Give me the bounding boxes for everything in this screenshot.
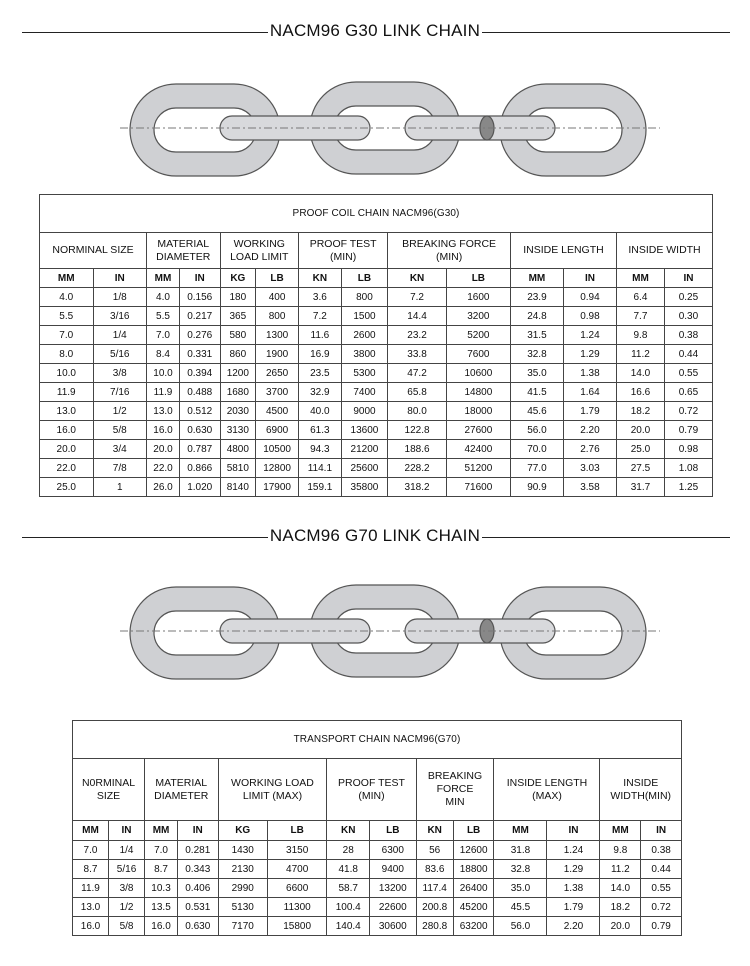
table-cell: 1.24 [563,326,616,345]
g70-unit-cell: LB [267,821,327,841]
table-cell: 14.0 [600,879,641,898]
table-cell: 4.0 [147,288,180,307]
table-cell: 0.38 [664,326,712,345]
table-cell: 26.0 [147,478,180,497]
g70-spec-table [72,720,682,936]
table-cell: 63200 [453,917,494,936]
table-cell: 1/4 [93,326,147,345]
table-cell: 25600 [341,459,388,478]
table-cell: 1300 [256,326,299,345]
table-cell: 71600 [446,478,510,497]
g70-col-inside-width: INSIDE WIDTH(MIN) [600,759,682,821]
table-cell: 7/16 [93,383,147,402]
table-cell: 56.0 [494,917,547,936]
table-cell: 45200 [453,898,494,917]
table-cell: 6.4 [616,288,664,307]
table-cell: 365 [220,307,256,326]
g70-col-material-diameter: MATERIAL DIAMETER [145,759,218,821]
table-cell: 3200 [446,307,510,326]
g30-col-breaking-force: BREAKING FORCE (MIN) [388,233,511,269]
table-row [40,478,713,497]
g70-units-row [73,821,682,841]
table-cell: 45.6 [510,402,563,421]
table-cell: 1600 [446,288,510,307]
table-cell: 1/2 [109,898,145,917]
table-cell: 2.76 [563,440,616,459]
table-row [40,288,713,307]
g70-unit-cell: MM [145,821,178,841]
table-cell: 18.2 [600,898,641,917]
table-cell: 280.8 [416,917,453,936]
table-cell: 16.6 [616,383,664,402]
table-row [40,402,713,421]
table-cell: 9000 [341,402,388,421]
table-cell: 4700 [267,860,327,879]
table-cell: 0.98 [563,307,616,326]
table-cell: 32.8 [510,345,563,364]
table-cell: 1.020 [179,478,220,497]
table-cell: 2600 [341,326,388,345]
g30-col-inside-width: INSIDE WIDTH [616,233,712,269]
table-cell: 45.5 [494,898,547,917]
table-cell: 5130 [218,898,267,917]
table-cell: 0.488 [179,383,220,402]
table-cell: 2.20 [547,917,600,936]
table-cell: 6300 [370,841,417,860]
table-cell: 41.5 [510,383,563,402]
table-cell: 13200 [370,879,417,898]
g70-unit-cell: KN [327,821,370,841]
g70-unit-cell: IN [641,821,682,841]
table-cell: 5.5 [147,307,180,326]
table-cell: 1/4 [109,841,145,860]
table-cell: 1.29 [563,345,616,364]
table-cell: 5/8 [93,421,147,440]
table-cell: 22600 [370,898,417,917]
table-cell: 11.9 [147,383,180,402]
table-cell: 7.0 [73,841,109,860]
table-cell: 3/8 [93,364,147,383]
table-cell: 7.2 [388,288,447,307]
table-cell: 159.1 [299,478,342,497]
table-cell: 3150 [267,841,327,860]
table-cell: 1.79 [547,898,600,917]
table-cell: 7.2 [299,307,342,326]
table-cell: 13.5 [145,898,178,917]
table-row [40,307,713,326]
table-cell: 27.5 [616,459,664,478]
table-cell: 22.0 [40,459,94,478]
table-cell: 10.3 [145,879,178,898]
g30-unit-cell: LB [341,269,388,288]
table-row [40,326,713,345]
table-cell: 100.4 [327,898,370,917]
table-row [73,841,682,860]
table-cell: 20.0 [600,917,641,936]
table-cell: 0.94 [563,288,616,307]
table-cell: 2030 [220,402,256,421]
table-cell: 17900 [256,478,299,497]
table-cell: 21200 [341,440,388,459]
table-cell: 8.7 [145,860,178,879]
g70-col-nominal-size: N0RMINAL SIZE [73,759,145,821]
table-cell: 7.7 [616,307,664,326]
table-cell: 32.8 [494,860,547,879]
table-cell: 188.6 [388,440,447,459]
table-cell: 6900 [256,421,299,440]
g30-chain-illustration [120,72,660,182]
table-cell: 0.25 [664,288,712,307]
g30-col-nominal-size: NORMINAL SIZE [40,233,147,269]
g70-unit-cell: MM [600,821,641,841]
g30-unit-cell: MM [616,269,664,288]
table-cell: 5810 [220,459,256,478]
table-cell: 1/8 [93,288,147,307]
table-cell: 7.0 [147,326,180,345]
g30-col-inside-length: INSIDE LENGTH [510,233,616,269]
g30-table-caption: PROOF COIL CHAIN NACM96(G30) [40,195,713,233]
table-cell: 228.2 [388,459,447,478]
g70-unit-cell: LB [453,821,494,841]
table-cell: 7.0 [145,841,178,860]
g30-unit-cell: KG [220,269,256,288]
table-cell: 12800 [256,459,299,478]
table-cell: 0.630 [178,917,219,936]
table-cell: 80.0 [388,402,447,421]
table-cell: 0.512 [179,402,220,421]
g70-col-working-load: WORKING LOAD LIMIT (MAX) [218,759,327,821]
table-cell: 16.0 [73,917,109,936]
table-cell: 0.531 [178,898,219,917]
table-cell: 23.9 [510,288,563,307]
table-cell: 0.38 [641,841,682,860]
table-cell: 33.8 [388,345,447,364]
table-cell: 3.03 [563,459,616,478]
g30-section-title [0,19,750,43]
table-cell: 7.0 [40,326,94,345]
g30-unit-cell: KN [388,269,447,288]
table-cell: 56 [416,841,453,860]
g70-table-caption: TRANSPORT CHAIN NACM96(G70) [73,721,682,759]
table-cell: 35.0 [510,364,563,383]
g30-unit-cell: IN [93,269,147,288]
table-cell: 11300 [267,898,327,917]
table-cell: 16.0 [40,421,94,440]
table-cell: 22.0 [147,459,180,478]
table-cell: 5/16 [109,860,145,879]
g30-unit-cell: MM [147,269,180,288]
table-cell: 9.8 [616,326,664,345]
table-row [73,898,682,917]
g30-unit-cell: LB [256,269,299,288]
table-cell: 56.0 [510,421,563,440]
g70-section-title [0,524,750,548]
table-cell: 0.156 [179,288,220,307]
table-cell: 26400 [453,879,494,898]
table-cell: 32.9 [299,383,342,402]
table-cell: 800 [256,307,299,326]
table-cell: 35800 [341,478,388,497]
table-cell: 13.0 [73,898,109,917]
table-cell: 1680 [220,383,256,402]
table-cell: 5200 [446,326,510,345]
table-cell: 20.0 [616,421,664,440]
table-cell: 18.2 [616,402,664,421]
table-cell: 3700 [256,383,299,402]
table-cell: 47.2 [388,364,447,383]
g30-table-body [40,288,713,497]
table-cell: 1200 [220,364,256,383]
table-cell: 1/2 [93,402,147,421]
table-cell: 180 [220,288,256,307]
table-cell: 65.8 [388,383,447,402]
table-cell: 0.79 [641,917,682,936]
table-cell: 200.8 [416,898,453,917]
table-cell: 1.08 [664,459,712,478]
table-row [73,917,682,936]
table-cell: 14.4 [388,307,447,326]
table-cell: 0.72 [664,402,712,421]
table-cell: 31.7 [616,478,664,497]
table-cell: 10600 [446,364,510,383]
table-cell: 12600 [453,841,494,860]
g30-unit-cell: LB [446,269,510,288]
table-cell: 13.0 [147,402,180,421]
table-cell: 0.30 [664,307,712,326]
table-cell: 0.630 [179,421,220,440]
g30-unit-cell: MM [40,269,94,288]
table-cell: 0.44 [664,345,712,364]
table-cell: 8.7 [73,860,109,879]
table-cell: 1500 [341,307,388,326]
table-cell: 3/8 [109,879,145,898]
table-cell: 4800 [220,440,256,459]
table-cell: 13600 [341,421,388,440]
table-cell: 51200 [446,459,510,478]
table-cell: 8140 [220,478,256,497]
table-cell: 2130 [218,860,267,879]
table-row [73,860,682,879]
table-cell: 0.72 [641,898,682,917]
table-cell: 7170 [218,917,267,936]
table-cell: 58.7 [327,879,370,898]
table-cell: 2.20 [563,421,616,440]
g70-unit-cell: MM [73,821,109,841]
table-cell: 5.5 [40,307,94,326]
table-cell: 0.44 [641,860,682,879]
g70-unit-cell: IN [547,821,600,841]
table-cell: 0.866 [179,459,220,478]
table-row [73,879,682,898]
table-cell: 1.24 [547,841,600,860]
table-cell: 0.65 [664,383,712,402]
table-cell: 1.38 [547,879,600,898]
table-cell: 3.58 [563,478,616,497]
table-row [40,421,713,440]
table-cell: 10.0 [147,364,180,383]
table-cell: 77.0 [510,459,563,478]
table-cell: 1.38 [563,364,616,383]
table-cell: 0.276 [179,326,220,345]
g30-unit-cell: IN [563,269,616,288]
table-cell: 70.0 [510,440,563,459]
table-cell: 90.9 [510,478,563,497]
table-row [40,383,713,402]
table-row [40,345,713,364]
table-cell: 20.0 [40,440,94,459]
g30-col-material-diameter: MATERIAL DIAMETER [147,233,220,269]
table-cell: 1.64 [563,383,616,402]
g70-unit-cell: MM [494,821,547,841]
table-cell: 9400 [370,860,417,879]
table-row [40,364,713,383]
table-cell: 14.0 [616,364,664,383]
table-cell: 0.343 [178,860,219,879]
table-cell: 400 [256,288,299,307]
table-cell: 0.281 [178,841,219,860]
table-cell: 5/16 [93,345,147,364]
g70-chain-illustration [120,575,660,685]
table-cell: 0.98 [664,440,712,459]
table-cell: 61.3 [299,421,342,440]
g30-unit-cell: IN [179,269,220,288]
table-cell: 0.217 [179,307,220,326]
table-cell: 25.0 [616,440,664,459]
g30-units-row [40,269,713,288]
table-cell: 1430 [218,841,267,860]
table-cell: 1 [93,478,147,497]
table-cell: 140.4 [327,917,370,936]
table-cell: 0.79 [664,421,712,440]
table-cell: 11.9 [40,383,94,402]
table-cell: 11.9 [73,879,109,898]
g70-unit-cell: KN [416,821,453,841]
table-cell: 11.2 [616,345,664,364]
table-cell: 580 [220,326,256,345]
table-cell: 10.0 [40,364,94,383]
table-cell: 28 [327,841,370,860]
table-cell: 860 [220,345,256,364]
table-cell: 13.0 [40,402,94,421]
table-cell: 1.79 [563,402,616,421]
table-cell: 11.2 [600,860,641,879]
table-cell: 94.3 [299,440,342,459]
table-cell: 14800 [446,383,510,402]
table-cell: 2990 [218,879,267,898]
table-cell: 8.4 [147,345,180,364]
table-cell: 1.25 [664,478,712,497]
table-cell: 10500 [256,440,299,459]
table-cell: 3800 [341,345,388,364]
table-cell: 5300 [341,364,388,383]
table-cell: 9.8 [600,841,641,860]
table-cell: 3/4 [93,440,147,459]
g70-col-inside-length: INSIDE LENGTH (MAX) [494,759,600,821]
table-cell: 117.4 [416,879,453,898]
table-cell: 31.8 [494,841,547,860]
table-cell: 0.55 [664,364,712,383]
table-row [40,459,713,478]
g70-title-text: NACM96 G70 LINK CHAIN [269,526,481,545]
table-cell: 15800 [267,917,327,936]
table-cell: 16.0 [145,917,178,936]
table-cell: 4.0 [40,288,94,307]
g30-title-text: NACM96 G30 LINK CHAIN [269,21,481,40]
table-cell: 800 [341,288,388,307]
table-cell: 6600 [267,879,327,898]
table-cell: 7400 [341,383,388,402]
table-cell: 0.394 [179,364,220,383]
table-cell: 0.787 [179,440,220,459]
table-cell: 18800 [453,860,494,879]
table-cell: 35.0 [494,879,547,898]
g30-col-working-load: WORKING LOAD LIMIT [220,233,299,269]
g30-spec-table [39,194,713,497]
table-cell: 11.6 [299,326,342,345]
table-cell: 20.0 [147,440,180,459]
table-cell: 31.5 [510,326,563,345]
table-cell: 2650 [256,364,299,383]
g30-unit-cell: IN [664,269,712,288]
table-cell: 30600 [370,917,417,936]
g70-table-body [73,841,682,936]
table-row [40,440,713,459]
table-cell: 3.6 [299,288,342,307]
table-cell: 16.9 [299,345,342,364]
table-cell: 23.2 [388,326,447,345]
table-cell: 83.6 [416,860,453,879]
table-cell: 5/8 [109,917,145,936]
table-cell: 27600 [446,421,510,440]
table-cell: 0.406 [178,879,219,898]
g30-col-proof-test: PROOF TEST (MIN) [299,233,388,269]
g70-unit-cell: LB [370,821,417,841]
g70-col-breaking-force: BREAKING FORCE MIN [416,759,494,821]
table-cell: 16.0 [147,421,180,440]
g70-col-proof-test: PROOF TEST (MIN) [327,759,416,821]
table-cell: 1900 [256,345,299,364]
table-cell: 122.8 [388,421,447,440]
table-cell: 3130 [220,421,256,440]
table-cell: 24.8 [510,307,563,326]
table-cell: 41.8 [327,860,370,879]
g70-unit-cell: IN [109,821,145,841]
table-cell: 23.5 [299,364,342,383]
g70-unit-cell: IN [178,821,219,841]
table-cell: 4500 [256,402,299,421]
table-cell: 18000 [446,402,510,421]
table-cell: 7/8 [93,459,147,478]
table-cell: 42400 [446,440,510,459]
table-cell: 25.0 [40,478,94,497]
table-cell: 40.0 [299,402,342,421]
table-cell: 7600 [446,345,510,364]
table-cell: 8.0 [40,345,94,364]
g70-unit-cell: KG [218,821,267,841]
table-cell: 3/16 [93,307,147,326]
table-cell: 114.1 [299,459,342,478]
table-cell: 318.2 [388,478,447,497]
table-cell: 0.331 [179,345,220,364]
table-cell: 1.29 [547,860,600,879]
table-cell: 0.55 [641,879,682,898]
g30-unit-cell: KN [299,269,342,288]
g30-unit-cell: MM [510,269,563,288]
